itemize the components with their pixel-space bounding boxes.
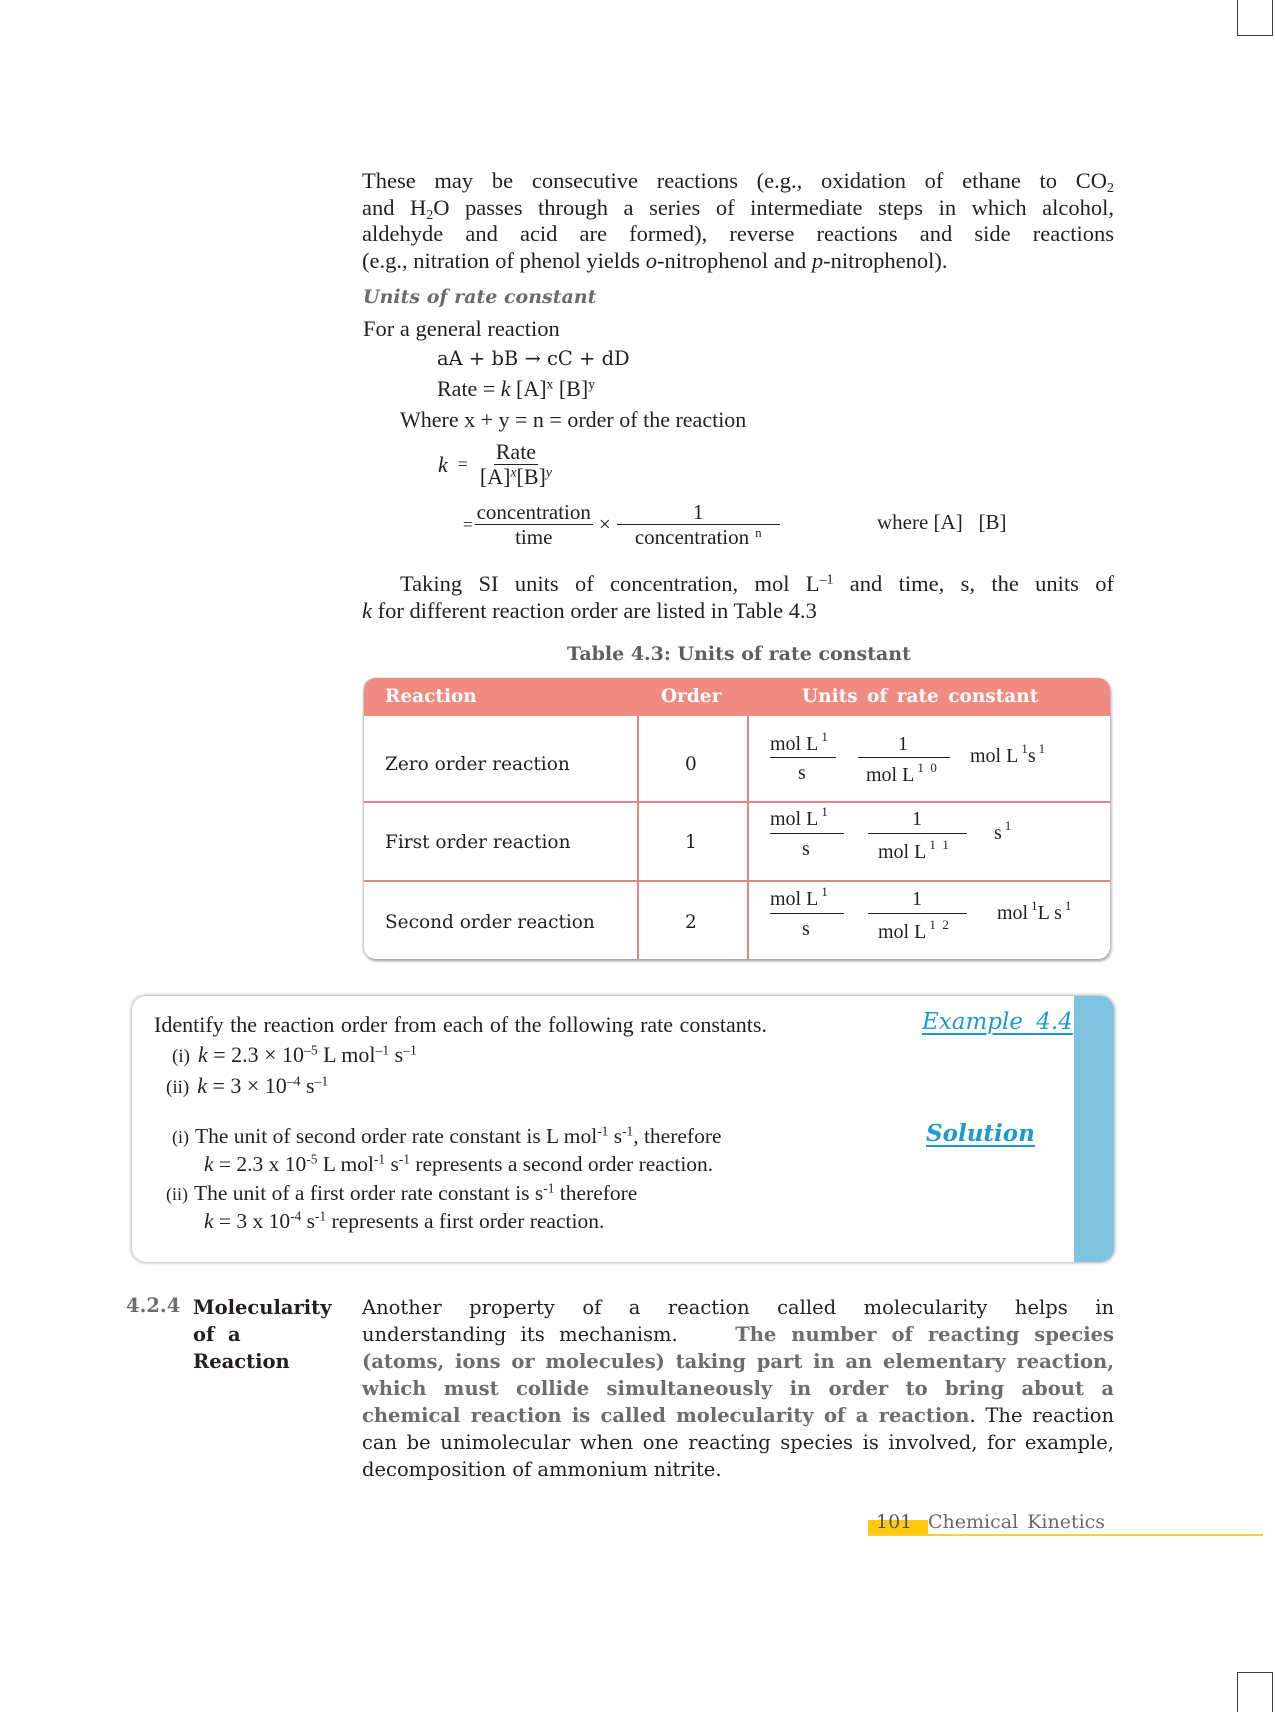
rate-law-prefix: Rate =	[437, 376, 501, 401]
exponent: -1	[398, 1151, 410, 1167]
item-number: (i)	[172, 1046, 190, 1067]
units-derivation	[463, 500, 780, 549]
row-zero-frac2-num: 1	[898, 733, 908, 755]
header-order: Order	[661, 686, 722, 707]
conc-n-denominator	[633, 525, 764, 549]
definition-text: The number of reacting species	[735, 1323, 1114, 1346]
solution-text: The unit of a first order rate constant is s	[194, 1181, 544, 1205]
unit-text: mol L	[878, 921, 927, 943]
where-AB-note: where [A] [B]	[877, 510, 1007, 534]
exponent: -1	[543, 1180, 555, 1196]
header-reaction: Reaction	[385, 686, 477, 707]
solution-text: s	[301, 1209, 316, 1233]
example-item-i	[172, 1042, 417, 1068]
corner-mark-bottom-right	[1237, 1672, 1273, 1712]
unit-exp: 1	[1064, 898, 1072, 913]
inverse-exp: –1	[819, 572, 834, 588]
header-units: Units of rate constant	[802, 686, 1039, 707]
k-symbol: k	[500, 376, 511, 401]
unit-exp: 1	[1031, 898, 1038, 913]
k-symbol: k	[197, 1073, 207, 1098]
solution-text: represents a first order reaction.	[326, 1209, 605, 1233]
exponent: -1	[597, 1123, 609, 1139]
definition-text: chemical reaction is called molecularity of a reaction	[362, 1404, 970, 1427]
solution-text: s	[385, 1152, 399, 1176]
unit-exp: 1	[1038, 741, 1046, 756]
den-x: x	[510, 464, 517, 480]
solution-ii	[166, 1180, 637, 1235]
row-divider	[364, 801, 1110, 803]
row-second-frac1-num	[770, 884, 828, 911]
section-title-line: of a	[193, 1323, 241, 1346]
rate-law	[437, 376, 595, 402]
corner-mark-top-right	[1237, 0, 1273, 36]
general-reaction-label: For a general reaction	[363, 316, 560, 341]
unit-text: L mol	[317, 1042, 376, 1067]
unit-text: s	[300, 1073, 315, 1098]
row-second-frac1-den: s	[802, 918, 810, 940]
chapter-title: Chemical Kinetics	[928, 1511, 1106, 1533]
intro-line-4c: -nitrophenol).	[823, 247, 948, 273]
para-line: can be unimolecular when one reacting species is involved, for example,	[362, 1431, 1114, 1454]
exponent: –1	[403, 1042, 417, 1058]
conc-time-fraction	[475, 500, 593, 549]
k-value: = 3 × 10	[206, 1073, 287, 1098]
row-first-frac2-den	[878, 837, 949, 864]
solution-text: s	[608, 1124, 623, 1148]
si-line-1a: Taking SI units of concentration, mol L	[400, 571, 820, 596]
fraction-bar	[770, 913, 844, 914]
intro-line-4b: -nitrophenol and	[656, 247, 812, 273]
fraction-bar	[868, 833, 967, 834]
k-fraction	[478, 440, 554, 489]
exponent: –1	[375, 1042, 390, 1058]
unit-exp: 1 1	[929, 837, 949, 852]
solution-text: represents a second order reaction.	[409, 1152, 714, 1176]
exponent: –5	[304, 1042, 318, 1058]
den-A: [A]	[479, 464, 511, 489]
row-second-reaction: Second order reaction	[385, 912, 595, 933]
conc-numerator: concentration	[476, 500, 591, 524]
solution-label: Solution	[926, 1120, 1035, 1147]
example-label: Example 4.4	[922, 1009, 1073, 1035]
table-header-row	[364, 678, 1110, 716]
example-box	[132, 996, 1114, 1262]
plain-text: understanding its mechanism.	[362, 1323, 736, 1346]
equals-sign: =	[463, 514, 473, 534]
intro-line-3: aldehyde and acid are formed), reverse reactions and side reactions	[362, 221, 1114, 246]
den-B: [B]	[516, 464, 546, 489]
item-number: (i)	[172, 1127, 189, 1147]
equals-sign: =	[457, 454, 468, 474]
unit-text: mol L	[770, 733, 819, 755]
fraction-bar	[858, 757, 950, 758]
solution-text: The unit of second order rate constant is L mol	[195, 1124, 598, 1148]
para-prefix: p	[811, 247, 824, 273]
solution-text: = 3 x 10	[213, 1209, 291, 1233]
exponent: -4	[290, 1208, 302, 1224]
row-second-frac2-num: 1	[912, 888, 922, 910]
intro-line-1: These may be consecutive reactions (e.g., oxidation of ethane to CO	[362, 168, 1108, 193]
fraction-bar	[770, 757, 836, 758]
unit-exp: 1	[1004, 818, 1012, 833]
page-number: 101	[876, 1511, 913, 1533]
subscript: 2	[426, 207, 434, 223]
si-line-2: for different reaction order are listed in Table 4.3	[372, 597, 817, 623]
k-symbol: k	[204, 1209, 214, 1233]
example-item-ii	[166, 1073, 328, 1099]
unit-text: mol	[997, 902, 1029, 924]
row-first-order: 1	[685, 832, 697, 853]
k-value: = 2.3 × 10	[207, 1042, 305, 1067]
section-title-line: Reaction	[193, 1350, 290, 1373]
unit-exp: 1	[821, 804, 828, 819]
row-zero-reaction: Zero order reaction	[385, 754, 570, 775]
example-side-stripe	[1074, 996, 1114, 1262]
k-symbol: k	[204, 1152, 214, 1176]
unit-text: mol L	[866, 764, 915, 786]
inverse-conc-fraction	[617, 500, 780, 549]
units-heading: Units of rate constant	[363, 286, 597, 308]
intro-line-2a: and H	[362, 194, 427, 220]
unit-text: s	[994, 822, 1002, 844]
column-divider	[637, 716, 639, 959]
row-zero-result	[970, 741, 1046, 768]
intro-paragraph	[362, 168, 1114, 274]
unit-exp: 1 2	[929, 917, 949, 932]
row-first-frac1-num	[770, 804, 828, 831]
order-definition: Where x + y = n = order of the reaction	[400, 407, 747, 432]
subscript: 2	[1107, 180, 1114, 196]
unit-text: mol L	[770, 808, 819, 830]
conc-text: concentration	[634, 525, 750, 549]
row-divider	[364, 880, 1110, 882]
row-second-result	[997, 898, 1072, 925]
unit-text: mol L	[878, 841, 927, 863]
table-caption: Table 4.3: Units of rate constant	[567, 643, 911, 665]
intro-line-2b: O passes through a series of intermediate steps in which alcohol,	[433, 194, 1114, 220]
solution-text: therefore	[554, 1181, 638, 1205]
row-zero-frac2-den	[866, 760, 937, 787]
column-divider	[747, 716, 749, 959]
section-title-line: Molecularity	[193, 1296, 332, 1319]
exponent: -5	[306, 1151, 318, 1167]
unit-text: L s	[1037, 902, 1062, 924]
one-numerator: 1	[617, 500, 780, 525]
intro-line-4a: (e.g., nitration of phenol yields	[362, 247, 646, 273]
section-title	[193, 1294, 332, 1375]
unit-exp: 1 0	[917, 760, 937, 775]
rate-constant-units-table	[364, 678, 1110, 959]
conc-B: [B]	[553, 376, 589, 401]
row-zero-frac1-num	[770, 729, 828, 756]
row-first-reaction: First order reaction	[385, 832, 571, 853]
exponent: –1	[314, 1073, 329, 1089]
exponent: -1	[315, 1208, 327, 1224]
exp-x: x	[546, 376, 554, 392]
para-line	[362, 1321, 1114, 1348]
row-first-frac1-den: s	[802, 838, 810, 860]
exponent: -1	[373, 1151, 386, 1167]
solution-i	[172, 1123, 722, 1178]
si-line-1b: and time, s, the units of	[833, 571, 1114, 596]
fraction-bar	[770, 833, 844, 834]
exponent: –4	[286, 1073, 301, 1089]
para-line: which must collide simultaneously in order to bring about a	[362, 1377, 1114, 1400]
row-second-frac2-den	[878, 917, 949, 944]
row-first-frac2-num: 1	[912, 808, 922, 830]
times-sign: ×	[598, 512, 611, 536]
exponent: -1	[622, 1123, 634, 1139]
exp-y: y	[588, 376, 595, 392]
k-formula	[438, 440, 554, 489]
k-denominator	[478, 465, 554, 489]
den-y: y	[545, 464, 552, 480]
para-line: decomposition of ammonium nitrite.	[362, 1458, 722, 1481]
unit-exp: 1	[1021, 741, 1028, 756]
unit-text: mol L	[770, 888, 819, 910]
time-denominator: time	[515, 525, 553, 549]
row-zero-frac1-den: s	[798, 762, 806, 784]
para-line	[362, 1402, 1114, 1429]
row-first-result	[994, 818, 1012, 845]
k-symbol: k	[362, 597, 372, 623]
k-numerator: Rate	[495, 439, 537, 464]
ortho-prefix: o	[645, 247, 657, 273]
si-units-paragraph	[362, 571, 1114, 624]
row-zero-order: 0	[685, 754, 697, 775]
solution-text: L mol	[317, 1152, 374, 1176]
footer-rule	[868, 1534, 1263, 1536]
item-number: (ii)	[166, 1184, 188, 1204]
n-exp: n	[755, 524, 762, 540]
unit-exp: 1	[821, 884, 828, 899]
example-question: Identify the reaction order from each of the following rate constants.	[154, 1012, 767, 1037]
unit-text: s	[389, 1042, 404, 1067]
k-symbol: k	[197, 1042, 208, 1067]
unit-exp: 1	[821, 729, 828, 744]
molecularity-paragraph	[362, 1294, 1114, 1483]
unit-text: mol L	[970, 745, 1019, 767]
row-second-order: 2	[685, 912, 697, 933]
para-line: (atoms, ions or molecules) taking part in an elementary reaction,	[362, 1350, 1114, 1373]
plain-text: . The reaction	[969, 1404, 1114, 1427]
unit-text: s	[1027, 745, 1036, 767]
conc-A: [A]	[510, 376, 547, 401]
reaction-equation: aA + bB → cC + dD	[437, 347, 630, 370]
section-number: 4.2.4	[126, 1294, 181, 1317]
k-symbol: k	[438, 451, 448, 477]
solution-text: , therefore	[633, 1124, 722, 1148]
fraction-bar	[868, 913, 967, 914]
para-line: Another property of a reaction called molecularity helps in	[362, 1296, 1114, 1319]
item-number: (ii)	[166, 1077, 190, 1098]
solution-text: = 2.3 x 10	[213, 1152, 307, 1176]
